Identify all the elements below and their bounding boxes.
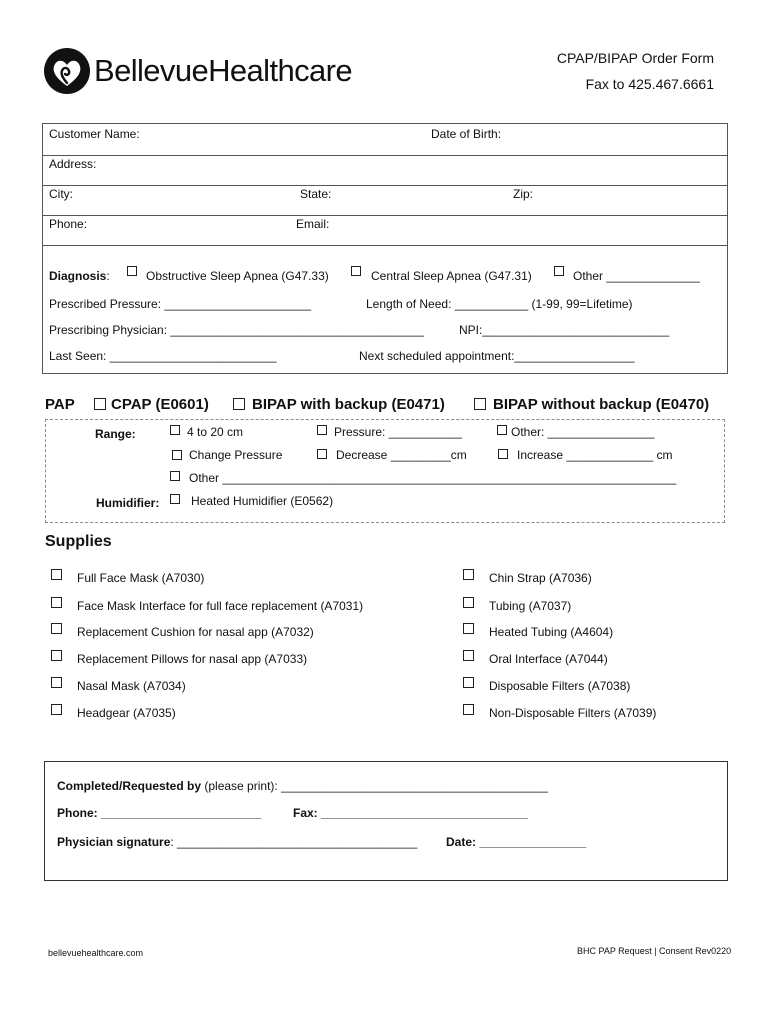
last-seen-field[interactable]: Last Seen: _________________________ — [49, 349, 277, 363]
heart-swirl-logo-icon — [42, 46, 92, 96]
physician-signature-line: : ____________________________________ — [170, 835, 418, 849]
date-of-birth-field[interactable]: Date of Birth: — [431, 127, 502, 141]
diagnosis-osa-checkbox[interactable] — [127, 266, 137, 276]
bipap-backup-checkbox[interactable] — [233, 398, 245, 410]
supply-right-label: Oral Interface (A7044) — [489, 652, 608, 666]
diagnosis-other-label: Other ______________ — [573, 269, 700, 283]
requested-by-label: Completed/Requested by — [57, 779, 202, 793]
diagnosis-other-checkbox[interactable] — [554, 266, 564, 276]
range-other-checkbox[interactable] — [497, 425, 507, 435]
supply-right-checkbox[interactable] — [463, 677, 474, 688]
range-pressure-label[interactable]: Pressure: ___________ — [334, 425, 463, 439]
range-4-to-20-checkbox[interactable] — [170, 425, 180, 435]
completion-fax-field[interactable]: Fax: _______________________________ — [293, 806, 528, 820]
diagnosis-osa-label: Obstructive Sleep Apnea (G47.33) — [146, 269, 329, 283]
supply-right-label: Chin Strap (A7036) — [489, 571, 592, 585]
supply-left-checkbox[interactable] — [51, 623, 62, 634]
cpap-checkbox[interactable] — [94, 398, 106, 410]
completion-phone-field[interactable]: Phone: ________________________ — [57, 806, 262, 820]
bipap-backup-label: BIPAP with backup (E0471) — [252, 396, 445, 413]
supply-right-checkbox[interactable] — [463, 623, 474, 634]
decrease-label[interactable]: Decrease _________cm — [336, 448, 467, 462]
supply-right-checkbox[interactable] — [463, 569, 474, 580]
supplies-title: Supplies — [45, 533, 112, 550]
supply-left-checkbox[interactable] — [51, 677, 62, 688]
cpap-label: CPAP (E0601) — [111, 396, 209, 413]
supply-left-label: Replacement Cushion for nasal app (A7032) — [77, 625, 314, 639]
physician-signature-label: Physician signature — [57, 835, 171, 849]
range-other-line-label[interactable]: Other ____________________________________________________________________ — [189, 471, 677, 485]
supply-right-checkbox[interactable] — [463, 650, 474, 661]
email-field[interactable]: Email: — [296, 217, 330, 231]
supply-right-checkbox[interactable] — [463, 597, 474, 608]
diagnosis-colon: : — [106, 269, 110, 283]
footer-website: bellevuehealthcare.com — [48, 948, 144, 958]
supply-right-label: Tubing (A7037) — [489, 599, 572, 613]
supply-left-label: Headgear (A7035) — [77, 706, 176, 720]
supply-left-checkbox[interactable] — [51, 569, 62, 580]
prescribed-pressure-field[interactable]: Prescribed Pressure: ______________________ — [49, 297, 312, 311]
divider — [43, 155, 727, 156]
length-of-need-field[interactable]: Length of Need: ___________ (1-99, 99=Lifetime) — [366, 297, 633, 311]
prescribing-physician-field[interactable]: Prescribing Physician: ______________________________________ — [49, 323, 424, 337]
increase-checkbox[interactable] — [498, 449, 508, 459]
diagnosis-label — [49, 269, 110, 283]
supply-left-label: Nasal Mask (A7034) — [77, 679, 186, 693]
range-other-line-checkbox[interactable] — [170, 471, 180, 481]
state-field[interactable]: State: — [300, 187, 332, 201]
fax-number: Fax to 425.467.6661 — [585, 76, 714, 92]
supply-left-checkbox[interactable] — [51, 650, 62, 661]
brand-name: BellevueHealthcare — [94, 53, 353, 88]
supply-left-label: Face Mask Interface for full face replacement (A7031) — [77, 599, 364, 613]
supply-left-checkbox[interactable] — [51, 597, 62, 608]
range-pressure-checkbox[interactable] — [317, 425, 327, 435]
form-title: CPAP/BIPAP Order Form — [556, 50, 714, 66]
zip-field[interactable]: Zip: — [513, 187, 534, 201]
range-other-label[interactable]: Other: ________________ — [511, 425, 655, 439]
next-appointment-field[interactable]: Next scheduled appointment:__________________ — [359, 349, 635, 363]
supply-right-checkbox[interactable] — [463, 704, 474, 715]
range-label: Range: — [95, 427, 136, 441]
divider — [43, 215, 727, 216]
change-pressure-label: Change Pressure — [189, 448, 283, 462]
humidifier-label: Humidifier: — [96, 496, 160, 510]
supply-right-label: Heated Tubing (A4604) — [489, 625, 614, 639]
humidifier-option-label: Heated Humidifier (E0562) — [191, 494, 334, 508]
signature-date-field[interactable]: Date: ________________ — [446, 835, 587, 849]
diagnosis-csa-checkbox[interactable] — [351, 266, 361, 276]
supply-left-label: Replacement Pillows for nasal app (A7033) — [77, 652, 308, 666]
increase-label[interactable]: Increase _____________ cm — [517, 448, 673, 462]
divider — [43, 245, 727, 246]
pap-label: PAP — [45, 396, 75, 413]
decrease-checkbox[interactable] — [317, 449, 327, 459]
npi-field[interactable]: NPI:____________________________ — [459, 323, 670, 337]
diagnosis-csa-label: Central Sleep Apnea (G47.31) — [371, 269, 532, 283]
requested-by-hint: (please print): ________________________________________ — [201, 779, 549, 793]
phone-field[interactable]: Phone: — [49, 217, 88, 231]
range-4-to-20-label: 4 to 20 cm — [187, 425, 244, 439]
bipap-no-backup-label: BIPAP without backup (E0470) — [493, 396, 710, 413]
supply-left-label: Full Face Mask (A7030) — [77, 571, 205, 585]
supply-left-checkbox[interactable] — [51, 704, 62, 715]
supply-right-label: Disposable Filters (A7038) — [489, 679, 631, 693]
diagnosis-label-text: Diagnosis — [49, 269, 107, 283]
physician-signature-field[interactable] — [57, 835, 417, 849]
supply-right-label: Non-Disposable Filters (A7039) — [489, 706, 657, 720]
divider — [43, 185, 727, 186]
footer-revision: BHC PAP Request | Consent Rev0220 — [577, 946, 732, 956]
humidifier-checkbox[interactable] — [170, 494, 180, 504]
customer-name-field[interactable]: Customer Name: — [49, 127, 140, 141]
change-pressure-checkbox[interactable] — [172, 450, 182, 460]
address-field[interactable]: Address: — [49, 157, 97, 171]
city-field[interactable]: City: — [49, 187, 73, 201]
bipap-no-backup-checkbox[interactable] — [474, 398, 486, 410]
requested-by-field[interactable] — [57, 779, 548, 793]
